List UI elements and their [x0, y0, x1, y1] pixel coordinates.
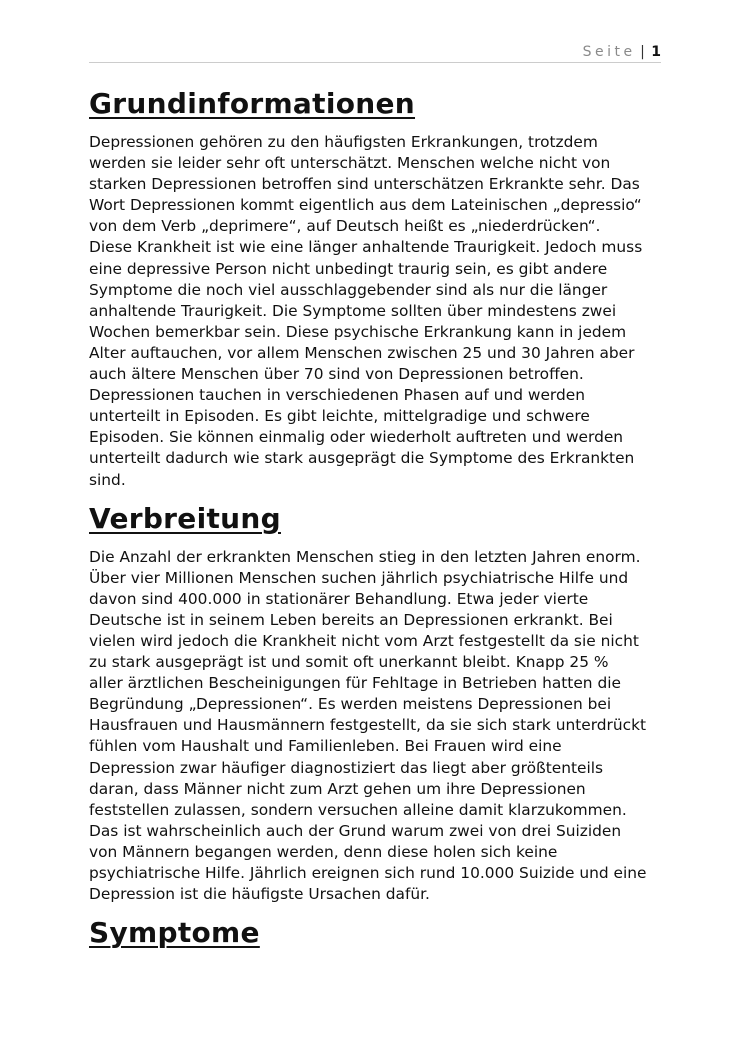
section-heading-symptome: Symptome: [89, 916, 260, 950]
paragraph-line: von dem Verb „deprimere“, auf Deutsch heißt es „niederdrücken“.: [89, 217, 601, 236]
paragraph-line: davon sind 400.000 in stationärer Behandlung. Etwa jeder vierte: [89, 589, 589, 608]
section-paragraph-verbreitung: [89, 547, 661, 906]
paragraph-line: daran, dass Männer nicht zum Arzt gehen um ihre Depressionen: [89, 779, 586, 798]
paragraph-line: Deutsche ist in seinem Leben bereits an Depressionen erkrankt. Bei: [89, 610, 613, 629]
paragraph-line: Depression zwar häufiger diagnostiziert das liegt aber größtenteils: [89, 758, 604, 777]
paragraph-line: Depression ist die häufigste Ursachen dafür.: [89, 885, 430, 904]
section-heading-grundinformationen: Grundinformationen: [89, 87, 416, 120]
paragraph-line: vielen wird jedoch die Krankheit nicht vom Arzt festgestellt da sie nicht: [89, 631, 639, 650]
page-header: [89, 44, 661, 63]
paragraph-line: starken Depressionen betroffen sind unterschätzen Erkrankte sehr. Das: [89, 175, 640, 194]
paragraph-line: unterteilt in Episoden. Es gibt leichte, mittelgradige und schwere: [89, 407, 590, 426]
paragraph-line: Die Anzahl der erkrankten Menschen stieg in den letzten Jahren enorm.: [89, 547, 641, 566]
paragraph-line: Wort Depressionen kommt eigentlich aus dem Lateinischen „depressio“: [89, 196, 642, 215]
paragraph-line: fühlen vom Haushalt und Familienleben. Bei Frauen wird eine: [89, 737, 562, 756]
page-number: 1: [651, 44, 661, 60]
paragraph-line: werden sie leider sehr oft unterschätzt. Menschen welche nicht von: [89, 154, 611, 173]
paragraph-line: unterteilt dadurch wie stark ausgeprägt die Symptome des Erkrankten: [89, 449, 635, 468]
paragraph-line: Alter auftauchen, vor allem Menschen zwischen 25 und 30 Jahren aber: [89, 343, 635, 362]
paragraph-line: Das ist wahrscheinlich auch der Grund warum zwei von drei Suiziden: [89, 821, 622, 840]
paragraph-line: sind.: [89, 470, 126, 489]
paragraph-line: zu stark ausgeprägt ist und somit oft unerkannt bleibt. Knapp 25 %: [89, 653, 609, 672]
paragraph-line: Depressionen tauchen in verschiedenen Phasen auf und werden: [89, 386, 585, 405]
paragraph-line: auch ältere Menschen über 70 sind von Depressionen betroffen.: [89, 365, 584, 384]
paragraph-line: aller ärztlichen Bescheinigungen für Fehltage in Betrieben hatten die: [89, 674, 621, 693]
paragraph-line: Über vier Millionen Menschen suchen jährlich psychiatrische Hilfe und: [89, 568, 629, 587]
paragraph-line: feststellen zulassen, sondern versuchen alleine damit klarzukommen.: [89, 800, 627, 819]
paragraph-line: von Männern begangen werden, denn diese holen sich keine: [89, 842, 558, 861]
paragraph-line: Depressionen gehören zu den häufigsten Erkrankungen, trotzdem: [89, 133, 598, 151]
section-heading-verbreitung: Verbreitung: [89, 501, 281, 535]
paragraph-line: psychiatrische Hilfe. Jährlich ereignen sich rund 10.000 Suizide und eine: [89, 864, 647, 882]
paragraph-line: Diese Krankheit ist wie eine länger anhaltende Traurigkeit. Jedoch muss: [89, 238, 643, 257]
page-separator: |: [640, 44, 645, 60]
document-body: [89, 84, 661, 961]
section-paragraph-grundinformationen: [89, 132, 661, 491]
paragraph-line: Wochen bemerkbar sein. Diese psychische Erkrankung kann in jedem: [89, 322, 627, 341]
paragraph-line: eine depressive Person nicht unbedingt traurig sein, es gibt andere: [89, 259, 608, 278]
paragraph-line: Episoden. Sie können einmalig oder wiederholt auftreten und werden: [89, 428, 624, 447]
paragraph-line: Hausfrauen und Hausmännern festgestellt, da sie sich stark unterdrückt: [89, 716, 647, 735]
paragraph-line: Begründung „Depressionen“. Es werden meistens Depressionen bei: [89, 695, 612, 714]
paragraph-line: Symptome die noch viel ausschlaggebender sind als nur die länger: [89, 280, 608, 299]
page-label: Seite: [582, 44, 636, 60]
paragraph-line: anhaltende Traurigkeit. Die Symptome sollten über mindestens zwei: [89, 301, 617, 320]
